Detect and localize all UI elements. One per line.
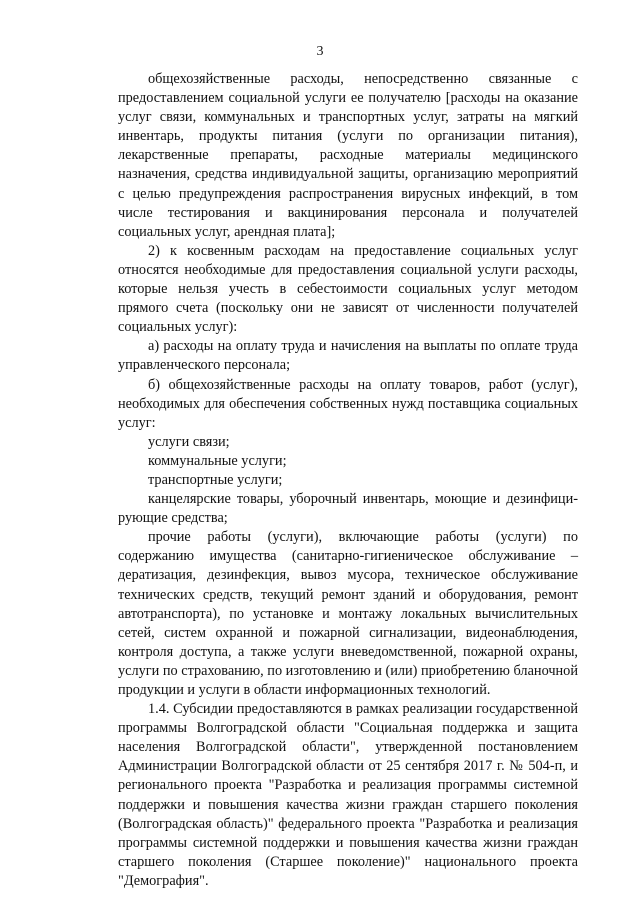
page-number: 3 — [316, 44, 324, 59]
paragraph-item-b: б) общехозяйственные расходы на оплату товаров, работ (услуг), необходимых для обеспечения собственных нужд поставщика социальных услуг: — [118, 376, 578, 431]
paragraph-item-a: а) расходы на оплату труда и начисления на выплаты по оплате труда управленческого персонала; — [118, 338, 578, 374]
paragraph-1-4-subsidies: 1.4. Субсидии предоставляются в рамках реализации государственной программы Волгоградской области "Социальная поддержка и защита населения Волгоградской области", утвержденной постановлением Администрации Волгоградской области от 25 сентября 2017 г. № 504-п, и регионального проекта "Разработка и реализация программы системной поддержки и повышения качества жизни граждан старшего поколения (Волгоградская область)" федерального проекта "Разработка и реализация программы системной поддержки и повышения качества жизни граждан старшего поколения (Старшее поколение)" национального проекта "Демография". — [118, 701, 578, 889]
list-item-stationery: канцелярские товары, уборочный инвентарь, моющие и дезинфици-рующие средства; — [118, 491, 578, 527]
list-item-communication: услуги связи; — [148, 433, 230, 450]
paragraph-indirect-expenses: 2) к косвенным расходам на предоставление социальных услуг относятся необходимые для предоставления социальной услуги расходы, которые нельзя учесть в себестоимости социальных услуг методом прямого счета (поскольку они не зависят от численности получателей социальных услуг): — [118, 242, 578, 336]
list-item-other-works: прочие работы (услуги), включающие работы (услуги) по содержанию имущества (санитарно-гигиеническое обслуживание – дератизация, дезинфекция, вывоз мусора, техническое обслуживание технических средств, текущий ремонт зданий и оборудования, ремонт автотранспорта), по установке и монтажу локальных вычислительных сетей, систем охранной и пожарной сигнализации, видеонаблюдения, контроля доступа, а также услуги вневедомственной, пожарной охраны, услуги по страхованию, по изготовлению и (или) приобретению бланочной продукции и услуги в области информационных технологий. — [118, 529, 578, 698]
list-item-utilities: коммунальные услуги; — [148, 452, 287, 469]
paragraph-general-expenses: общехозяйственные расходы, непосредственно связанные с предоставлением социальной услуги ее получателю [расходы на оказание услуг связи, коммунальных и транспортных услуг, затраты на мягкий инвентарь, продукты питания (услуги по организации питания), лекарственные препараты, расходные материалы медицинского назначения, средства индивидуальной защиты, организацию мероприятий с целью предупреждения распространения вирусных инфекций, в том числе тестирования и вакцинирования персонала и получателей социальных услуг, арендная плата]; — [118, 71, 578, 240]
list-item-transport: транспортные услуги; — [148, 471, 283, 488]
document-body — [118, 70, 578, 891]
